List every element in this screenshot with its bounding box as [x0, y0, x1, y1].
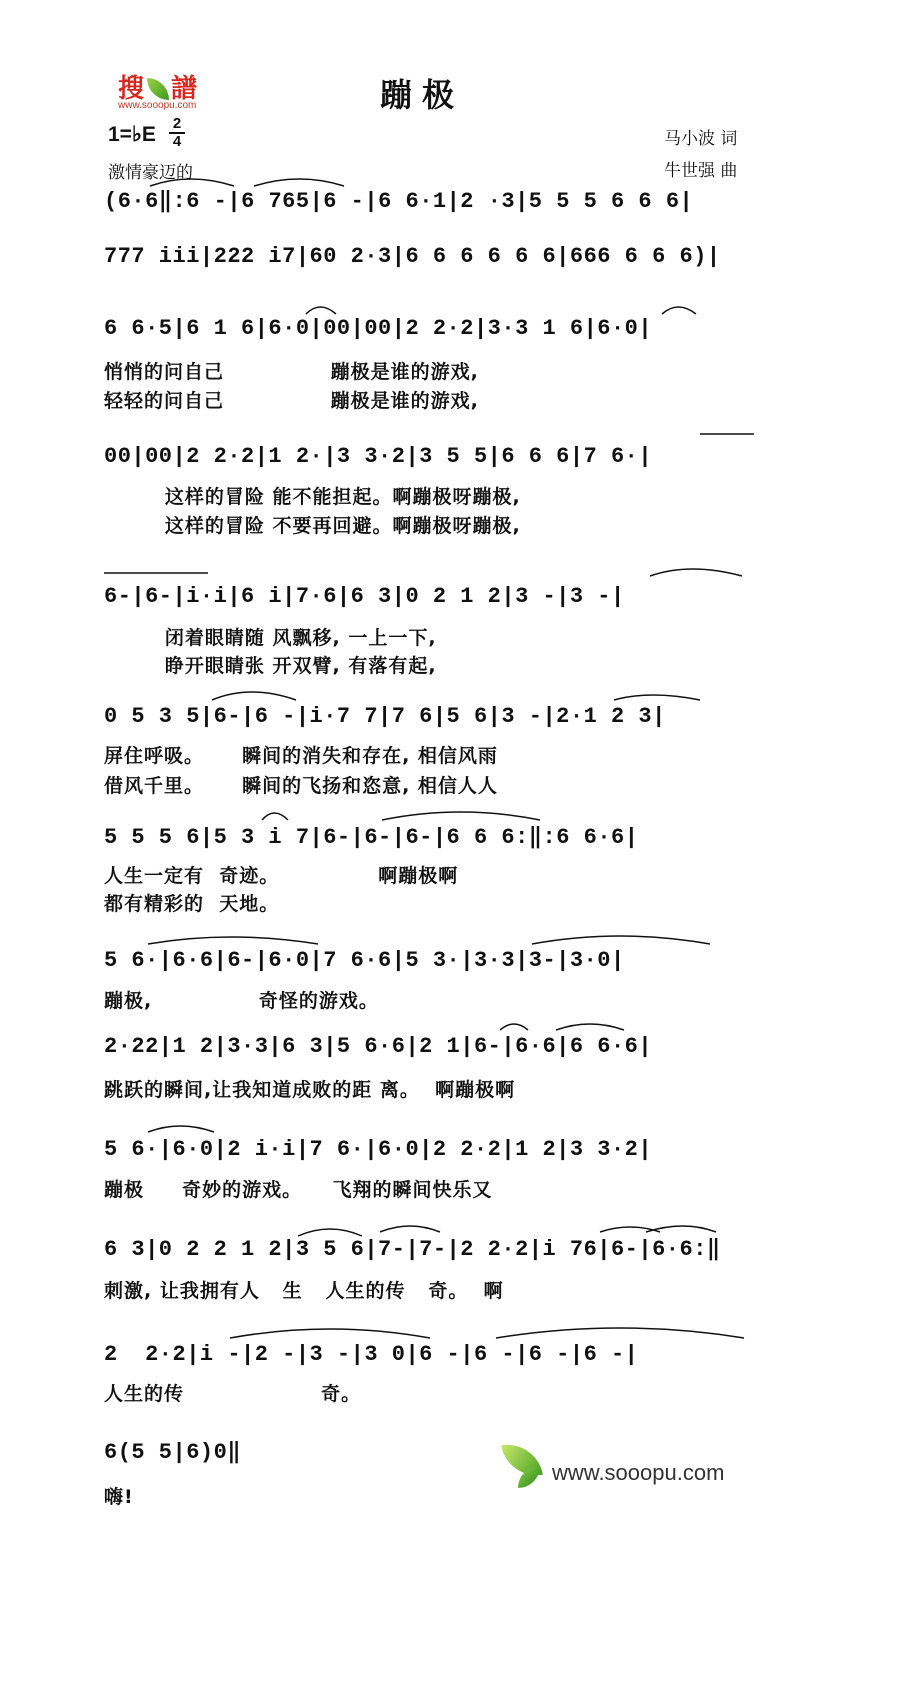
tie-arc — [614, 695, 700, 700]
tie-arc — [212, 692, 296, 700]
score-line-6: 0 5 3 5|6-|6 -|i·7 7|7 6|5 6|3 -|2·1 2 3| — [104, 704, 666, 729]
lyric-line-3-verse-1: 悄悄的问自己 蹦极是谁的游戏, — [104, 361, 479, 383]
lyric-line-10: 蹦极 奇妙的游戏。 飞翔的瞬间快乐又 — [104, 1179, 493, 1201]
score-line-9: 2·22|1 2|3·3|6 3|5 6·6|2 1|6-|6·6|6 6·6| — [104, 1034, 653, 1059]
time-top: 2 — [172, 115, 182, 132]
lyric-line-3-verse-2: 轻轻的问自己 蹦极是谁的游戏, — [104, 390, 479, 412]
tie-arc — [650, 569, 742, 576]
score-line-7: 5 5 5 6|5 3 i 7|6-|6-|6-|6 6 6:‖:6 6·6| — [104, 825, 639, 850]
tie-arc — [254, 179, 344, 186]
lyric-line-4-verse-2: 这样的冒险 不要再回避。啊蹦极呀蹦极, — [104, 515, 521, 537]
lyric-line-6-verse-2: 借风千里。 瞬间的飞扬和恣意, 相信人人 — [104, 775, 498, 797]
logo-url: www.sooopu.com — [118, 100, 197, 111]
score-line-4: 00|00|2 2·2|1 2·|3 3·2|3 5 5|6 6 6|7 6·| — [104, 444, 653, 469]
lyric-line-7-verse-1: 人生一定有 奇迹。 啊蹦极啊 — [104, 865, 459, 887]
footer-site: www.sooopu.com — [552, 1460, 725, 1485]
score-line-1: (6·6‖:6 -|6 765|6 -|6 6·1|2 ·3|5 5 5 6 6 6| — [104, 189, 694, 214]
tie-arc — [646, 1226, 716, 1232]
score-line-10: 5 6·|6·0|2 i·i|7 6·|6·0|2 2·2|1 2|3 3·2| — [104, 1137, 653, 1162]
tie-arc — [306, 307, 336, 314]
tie-arc — [148, 1126, 214, 1132]
logo-char-2: 譜 — [171, 74, 199, 104]
tie-arc — [532, 936, 710, 944]
score-line-5: 6-|6-|i·i|6 i|7·6|6 3|0 2 1 2|3 -|3 -| — [104, 584, 625, 609]
tie-arc — [600, 1227, 660, 1232]
tie-arc — [662, 307, 696, 314]
lyric-line-12: 人生的传 奇。 — [104, 1383, 362, 1405]
lyric-line-4-verse-1: 这样的冒险 能不能担起。啊蹦极呀蹦极, — [104, 486, 521, 508]
score-line-12: 2 2·2|i -|2 -|3 -|3 0|6 -|6 -|6 -|6 -| — [104, 1342, 639, 1367]
time-bottom: 4 — [172, 133, 182, 150]
lyric-line-7-verse-2: 都有精彩的 天地。 — [104, 893, 280, 915]
lyric-line-8: 蹦极, 奇怪的游戏。 — [104, 990, 379, 1012]
tie-arc — [380, 1226, 440, 1232]
lyric-line-5-verse-2: 睁开眼睛张 开双臂, 有落有起, — [104, 655, 437, 677]
key-signature: 1=♭E — [108, 123, 156, 146]
logo — [118, 68, 228, 118]
logo-char-1: 搜 — [118, 74, 146, 104]
tie-arc — [262, 813, 288, 820]
song-title: 蹦极 — [380, 76, 465, 114]
leaf-icon — [147, 78, 169, 100]
footer-logo — [500, 1440, 760, 1500]
score-line-13: 6(5 5|6)0‖ — [104, 1440, 242, 1465]
lyricist-credit: 马小波 词 — [664, 129, 738, 149]
score-line-3: 6 6·5|6 1 6|6·0|00|00|2 2·2|3·3 1 6|6·0| — [104, 316, 653, 341]
lyric-line-11: 刺激, 让我拥有人 生 人生的传 奇。 啊 — [104, 1280, 504, 1302]
score-line-8: 5 6·|6·6|6-|6·0|7 6·6|5 3·|3·3|3-|3·0| — [104, 948, 625, 973]
composer-credit: 牛世强 曲 — [664, 161, 738, 181]
tie-arc — [148, 937, 318, 944]
tie-arc — [500, 1024, 528, 1030]
lyric-line-9: 跳跃的瞬间,让我知道成败的距 离。 啊蹦极啊 — [104, 1079, 516, 1101]
tie-arc — [496, 1328, 744, 1338]
score-line-11: 6 3|0 2 2 1 2|3 5 6|7-|7-|2 2·2|i 76|6-|6·6:‖ — [104, 1237, 721, 1262]
lyric-line-6-verse-1: 屏住呼吸。 瞬间的消失和存在, 相信风雨 — [104, 745, 498, 767]
score-line-2: 777 iii|222 i7|60 2·3|6 6 6 6 6 6|666 6 6 6)| — [104, 244, 721, 269]
time-signature — [168, 116, 186, 150]
lyric-line-13: 嗨! — [104, 1486, 134, 1508]
tie-arc — [298, 1229, 362, 1236]
lyric-line-5-verse-1: 闭着眼睛随 风飘移, 一上一下, — [104, 627, 437, 649]
tie-arc — [382, 812, 540, 820]
tie-arc — [230, 1329, 430, 1338]
tempo-marking: 激情豪迈的 — [108, 163, 193, 183]
tie-arc — [556, 1024, 624, 1030]
